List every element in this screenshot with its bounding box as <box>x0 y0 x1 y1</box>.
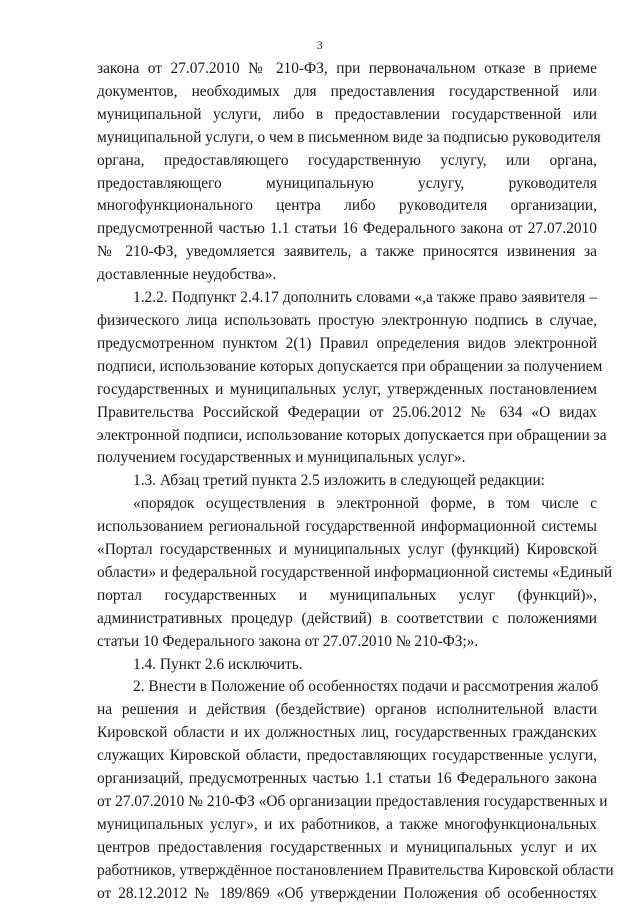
text-line: предоставляющего муниципальную услугу, руководителя <box>97 174 597 192</box>
text-line: государственных и муниципальных услуг, утвержденных постановлением <box>97 380 597 398</box>
text-line: «порядок осуществления в электронной форме, в том числе с <box>133 495 597 513</box>
text-line: статьи 10 Федерального закона от 27.07.2010 № 210-ФЗ;». <box>97 632 479 650</box>
text-line: от 28.12.2012 № 189/869 «Об утверждении Положения об особенностях <box>97 884 597 902</box>
text-line: доставленные неудобства». <box>97 266 277 284</box>
text-line: муниципальной услуги, о чем в письменном виде за подписью руководителя <box>97 128 601 146</box>
text-line: 2. Внести в Положение об особенностях подачи и рассмотрения жалоб <box>133 678 599 696</box>
text-line: области» и федеральной государственной информационной системы «Единый <box>97 563 613 581</box>
document-body <box>97 58 614 906</box>
text-line: предусмотренной частью 1.1 статьи 16 Федерального закона от 27.07.2010 <box>97 220 597 238</box>
text-line: документов, необходимых для предоставления государственной или <box>97 82 597 100</box>
text-line: Кировской области и их должностных лиц, государственных гражданских <box>97 724 597 742</box>
text-line: «Портал государственных и муниципальных услуг (функций) Кировской <box>97 541 597 559</box>
text-line: многофункционального центра либо руководителя организации, <box>97 197 597 215</box>
text-line: предусмотренном пунктом 2(1) Правил определения видов электронной <box>97 334 597 352</box>
text-line: организаций, предусмотренных частью 1.1 статьи 16 Федерального закона <box>97 770 597 788</box>
text-line: служащих Кировской области, предоставляющих государственные услуги, <box>97 747 597 765</box>
text-line: № 210-ФЗ, уведомляется заявитель, а также приносятся извинения за <box>97 243 597 261</box>
text-line: муниципальной услуги, либо в предоставлении государственной или <box>97 105 597 123</box>
text-line: от 27.07.2010 № 210-ФЗ «Об организации предоставления государственных и <box>97 793 608 810</box>
page-number: 3 <box>316 38 324 52</box>
text-line: получением государственных и муниципальных услуг». <box>97 449 466 467</box>
text-line: на решения и действия (бездействие) органов исполнительной власти <box>97 701 597 719</box>
text-line: портал государственных и муниципальных услуг (функций)», <box>97 586 597 604</box>
text-line: физического лица использовать простую электронную подпись в случае, <box>97 311 597 329</box>
text-line: центров предоставления государственных и муниципальных услуг и их <box>97 838 597 856</box>
text-line: 1.2.2. Подпункт 2.4.17 дополнить словами «,а также право заявителя – <box>133 289 597 307</box>
text-line: Правительства Российской Федерации от 25.06.2012 № 634 «О видах <box>97 403 597 421</box>
text-line: органа, предоставляющего государственную услугу, или органа, <box>97 151 597 169</box>
text-line: электронной подписи, использование которых допускается при обращении за <box>97 426 607 444</box>
text-line: 1.4. Пункт 2.6 исключить. <box>133 655 303 673</box>
text-line: работников, утверждённое постановлением Правительства Кировской области <box>97 861 614 879</box>
text-line: закона от 27.07.2010 № 210-ФЗ, при первоначальном отказе в приеме <box>97 60 597 77</box>
text-line: административных процедур (действий) в соответствии с положениями <box>97 609 597 627</box>
text-line: подписи, использование которых допускается при обращении за получением <box>97 357 603 375</box>
text-line: муниципальных услуг», и их работников, а также многофункциональных <box>97 815 597 833</box>
text-line: использованием региональной государственной информационной системы <box>97 518 597 536</box>
text-line: 1.3. Абзац третий пункта 2.5 изложить в следующей редакции: <box>133 472 545 490</box>
